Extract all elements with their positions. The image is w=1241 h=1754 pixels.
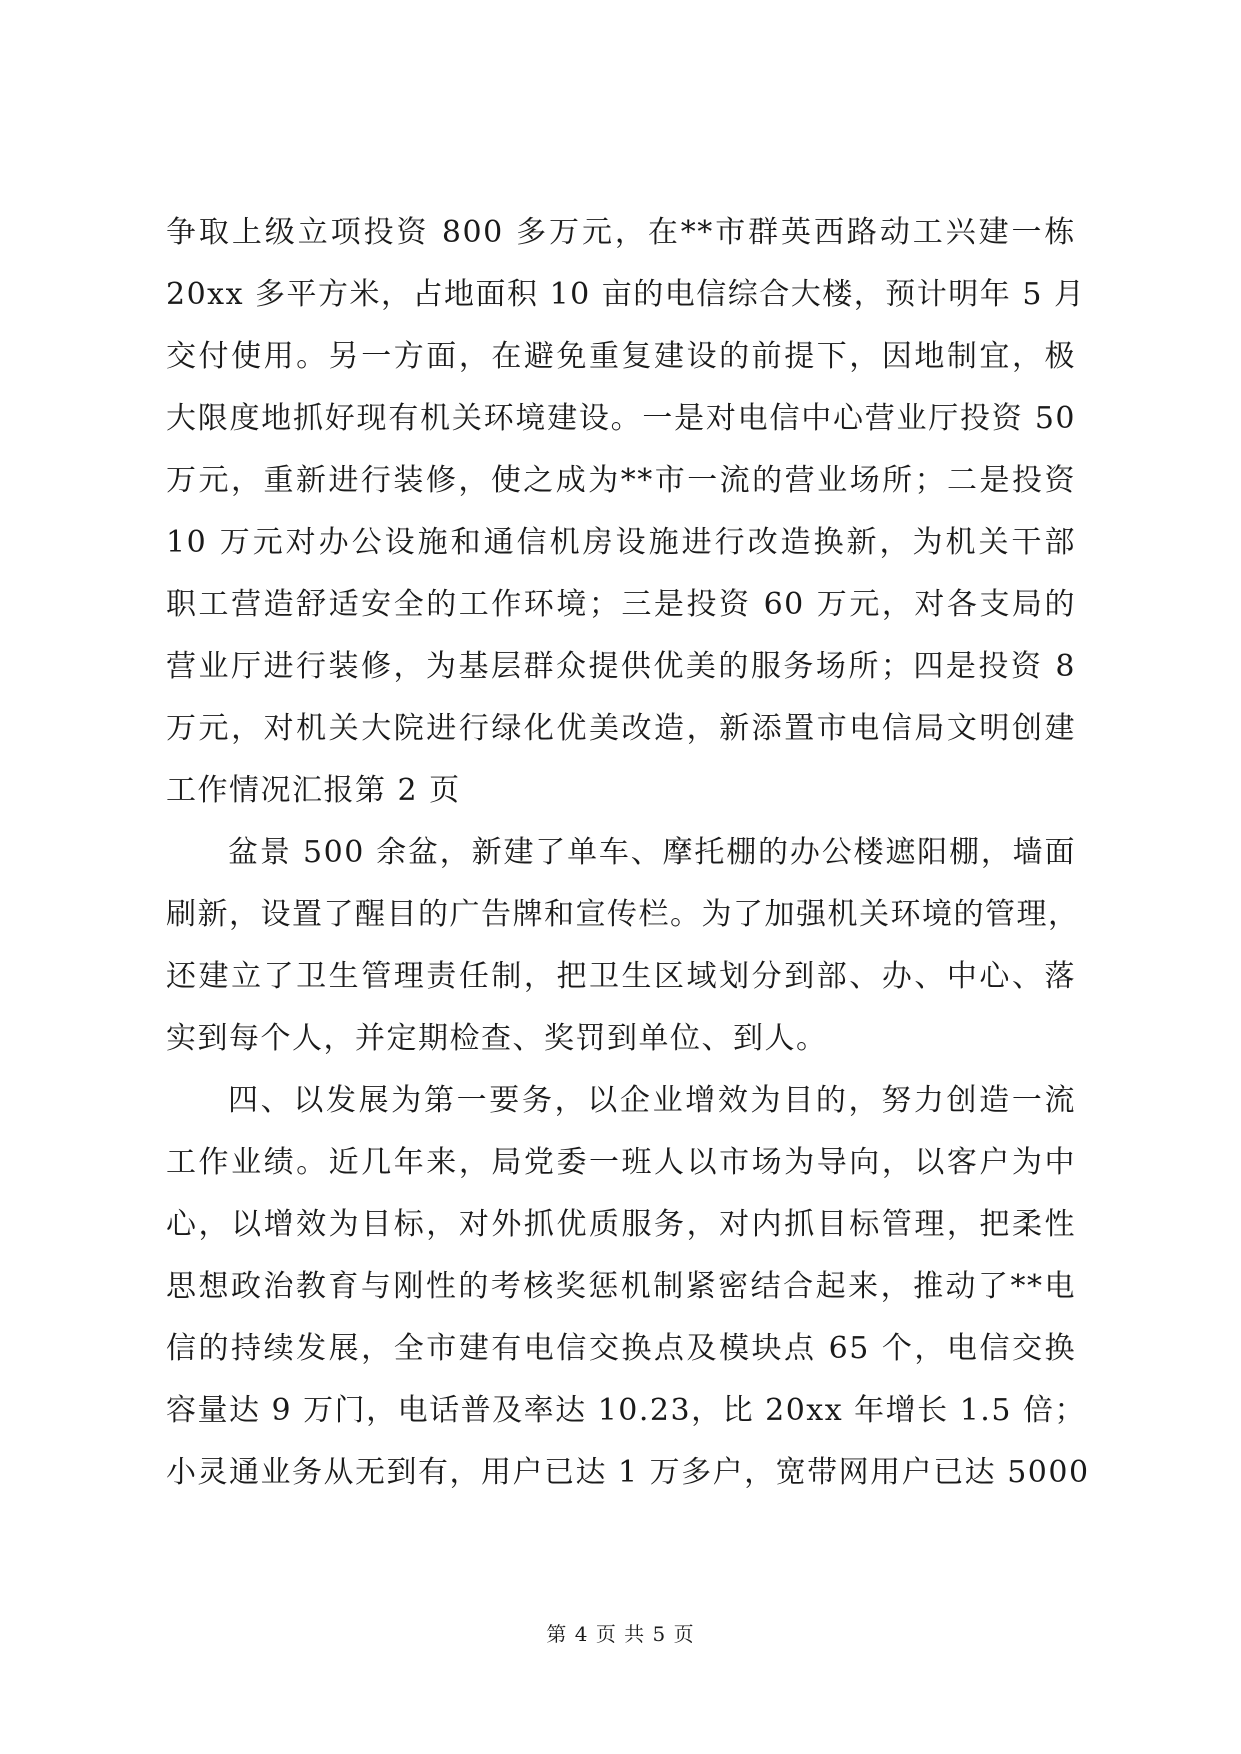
text-line: 工作业绩。近几年来，局党委一班人以市场为导向，以客户为中 — [166, 1145, 1076, 1180]
text-line: 营业厅进行装修，为基层群众提供优美的服务场所；四是投资 8 — [166, 649, 1076, 684]
text-line: 还建立了卫生管理责任制，把卫生区域划分到部、办、中心、落 — [166, 959, 1076, 994]
text-line: 工作情况汇报第 2 页 — [166, 773, 461, 808]
text-line: 心，以增效为目标，对外抓优质服务，对内抓目标管理，把柔性 — [166, 1207, 1076, 1242]
paragraph-1 — [166, 202, 1086, 822]
page-number: 第 4 页 共 5 页 — [546, 1622, 695, 1646]
text-line: 大限度地抓好现有机关环境建设。一是对电信中心营业厅投资 50 — [166, 401, 1076, 436]
paragraph-3 — [166, 1070, 1090, 1504]
text-line: 实到每个人，并定期检查、奖罚到单位、到人。 — [166, 1021, 828, 1056]
text-line: 盆景 500 余盆，新建了单车、摩托棚的办公楼遮阳棚，墙面 — [228, 835, 1076, 870]
paragraph-2 — [166, 822, 1080, 1070]
text-line: 10 万元对办公设施和通信机房设施进行改造换新，为机关干部 — [166, 525, 1076, 560]
text-line: 刷新，设置了醒目的广告牌和宣传栏。为了加强机关环境的管理， — [166, 897, 1080, 932]
document-body — [166, 202, 1090, 1504]
text-line: 四、以发展为第一要务，以企业增效为目的，努力创造一流 — [228, 1083, 1076, 1118]
text-line: 职工营造舒适安全的工作环境；三是投资 60 万元，对各支局的 — [166, 587, 1076, 622]
text-line: 思想政治教育与刚性的考核奖惩机制紧密结合起来，推动了**电 — [166, 1269, 1076, 1304]
text-line: 信的持续发展，全市建有电信交换点及模块点 65 个，电信交换 — [166, 1331, 1076, 1366]
text-line: 万元，重新进行装修，使之成为**市一流的营业场所；二是投资 — [166, 463, 1076, 498]
text-line: 交付使用。另一方面，在避免重复建设的前提下，因地制宜，极 — [166, 339, 1076, 374]
text-line: 容量达 9 万门，电话普及率达 10.23，比 20xx 年增长 1.5 倍； — [166, 1393, 1086, 1428]
page-footer — [0, 1618, 1241, 1647]
text-line: 小灵通业务从无到有，用户已达 1 万多户，宽带网用户已达 5000 — [166, 1455, 1090, 1490]
text-line: 争取上级立项投资 800 多万元，在**市群英西路动工兴建一栋 — [166, 215, 1076, 250]
text-line: 万元，对机关大院进行绿化优美改造，新添置市电信局文明创建 — [166, 711, 1076, 746]
text-line: 20xx 多平方米，占地面积 10 亩的电信综合大楼，预计明年 5 月 — [166, 277, 1086, 312]
